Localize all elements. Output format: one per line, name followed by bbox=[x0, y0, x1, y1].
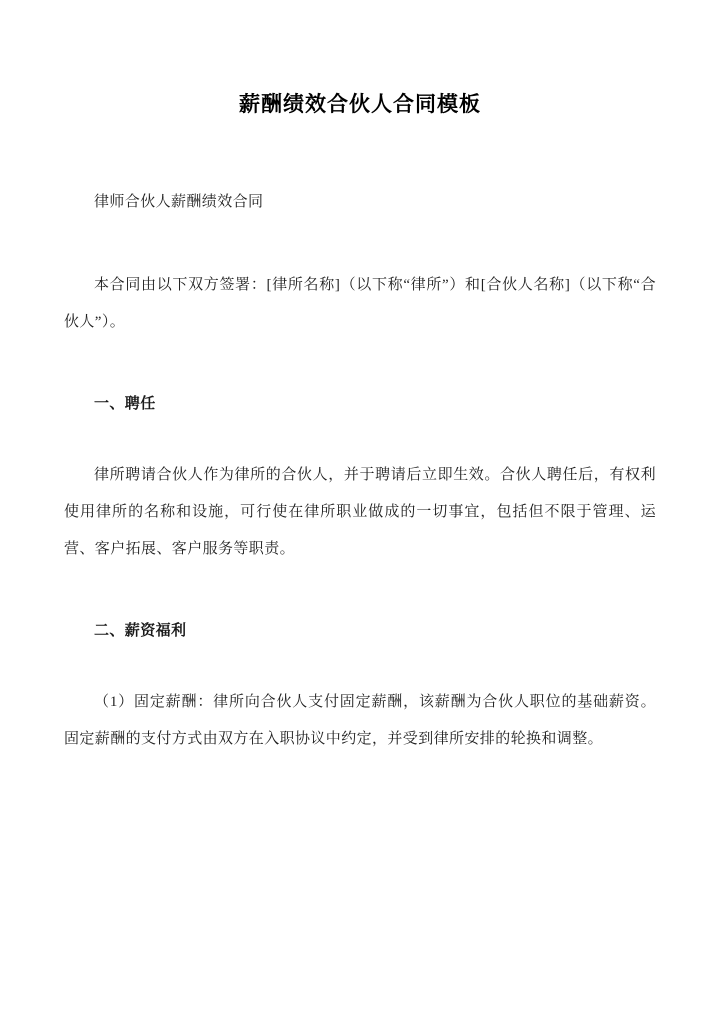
section-heading-1: 一、聘任 bbox=[94, 395, 156, 413]
document-subtitle: 律师合伙人薪酬绩效合同 bbox=[94, 194, 264, 210]
spacer bbox=[64, 423, 656, 457]
spacer bbox=[64, 567, 656, 613]
spacer bbox=[64, 340, 656, 386]
spacer bbox=[64, 118, 656, 184]
preamble-paragraph: 本合同由以下双方签署：[律所名称]（以下称“律所”）和[合伙人名称]（以下称“合伙人”）。 bbox=[64, 276, 656, 330]
spacer bbox=[64, 221, 656, 267]
section-body-1: 律所聘请合伙人作为律所的合伙人，并于聘请后立即生效。合伙人聘任后，有权利使用律所的名称和设施，可行使在律所职业做成的一切事宜，包括但不限于管理、运营、客户拓展、客户服务等职责。 bbox=[64, 467, 656, 557]
spacer bbox=[64, 650, 656, 684]
section-body-2: （1）固定薪酬：律所向合伙人支付固定薪酬，该薪酬为合伙人职位的基础薪资。固定薪酬的支付方式由双方在入职协议中约定，并受到律所安排的轮换和调整。 bbox=[64, 694, 656, 747]
section-heading-2: 二、薪资福利 bbox=[94, 622, 187, 640]
page-title: 薪酬绩效合伙人合同模板 bbox=[239, 93, 481, 116]
